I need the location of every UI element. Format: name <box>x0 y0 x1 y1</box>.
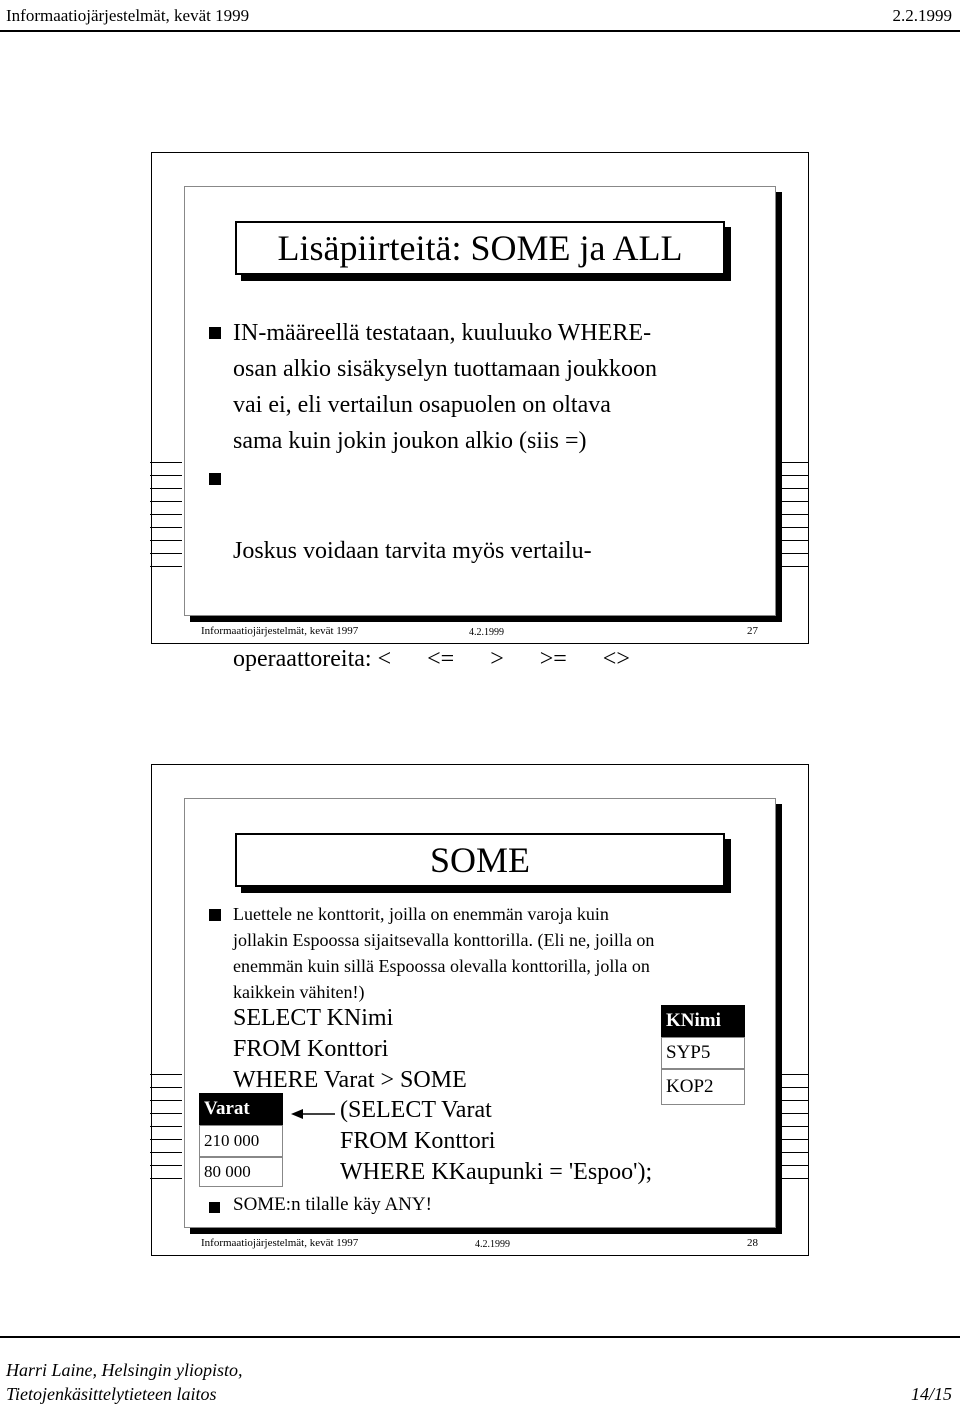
header-rule <box>0 30 960 32</box>
bullet-square-icon <box>209 327 221 339</box>
footer-author: Harri Laine, Helsingin yliopisto, <box>6 1360 243 1380</box>
slide-28-footer-date: 4.2.1999 <box>475 1239 510 1250</box>
slide-28-footer-course: Informaatiojärjestelmät, kevät 1997 <box>201 1237 359 1249</box>
footer-department: Tietojenkäsittelytieteen laitos <box>6 1384 217 1404</box>
arrow-left-icon <box>291 1107 335 1121</box>
bullet-square-icon <box>209 909 221 921</box>
slide-28-right-stripes <box>776 1074 808 1190</box>
result-table-row: SYP5 <box>661 1037 745 1069</box>
slide-28-bullet-2: SOME:n tilalle käy ANY! <box>233 1194 432 1215</box>
slide-27-left-stripes <box>150 462 182 578</box>
slide-27-footer-date: 4.2.1999 <box>469 627 504 638</box>
subquery-table-header: Varat <box>199 1093 283 1125</box>
slide-27-footer-course: Informaatiojärjestelmät, kevät 1997 <box>201 625 359 637</box>
result-table-header: KNimi <box>661 1005 745 1037</box>
page-header-left: Informaatiojärjestelmät, kevät 1999 <box>6 6 250 25</box>
slide-27 <box>184 186 776 672</box>
sql-outer-query: SELECT KNimi FROM Konttori WHERE Varat > SOME <box>233 1005 467 1093</box>
slide-28-left-stripes <box>150 1074 182 1190</box>
subquery-table-row: 80 000 <box>199 1157 283 1187</box>
slide-27-title-box <box>235 221 725 275</box>
slide-28 <box>184 798 776 1250</box>
slide-27-title: Lisäpiirteitä: SOME ja ALL <box>277 228 683 268</box>
bullet-square-icon <box>209 473 221 485</box>
footer-rule <box>0 1336 960 1338</box>
slide-27-bullet-1: IN-määreellä testataan, kuuluuko WHERE- osan alkio sisäkyselyn tuottamaan joukkoon vai ei, eli vertailun osapuolen on oltava sama kuin jokin joukon alkio (siis =) <box>233 320 657 454</box>
slide-28-title: SOME <box>429 840 531 880</box>
slide-28-title-box <box>235 833 725 887</box>
slide-27-right-stripes <box>776 462 808 578</box>
slide-27-page-number: 27 <box>747 625 758 637</box>
slide-27-bullet-2: Joskus voidaan tarvita myös vertailu- operaattoreita: < <= > >= <> <box>233 538 630 672</box>
page-header-date: 2.2.1999 <box>892 6 952 25</box>
result-table-row: KOP2 <box>661 1069 745 1105</box>
bullet-square-icon <box>209 1202 220 1213</box>
sql-inner-query: (SELECT Varat FROM Konttori WHERE KKaupunki = 'Espoo'); <box>340 1097 653 1185</box>
slide-28-bullet-1: Luettele ne konttorit, joilla on enemmän varoja kuin jollakin Espoossa sijaitsevalla konttorilla. (Eli ne, joilla on enemmän kuin sillä Espoossa olevalla konttorilla, jolla on kaikkein vähiten!) <box>233 904 655 1002</box>
footer-page-number: 14/15 <box>910 1384 952 1404</box>
slide-28-page-number: 28 <box>747 1237 758 1249</box>
subquery-table-row: 210 000 <box>199 1125 283 1157</box>
